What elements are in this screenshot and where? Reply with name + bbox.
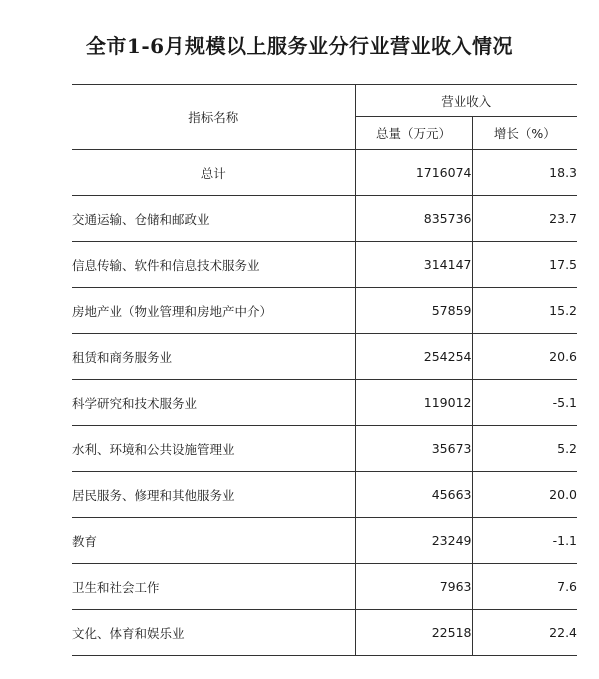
row-growth-value: 18.3 [472,150,577,196]
row-total-value: 835736 [355,196,472,242]
table-row [72,610,577,656]
row-growth-value: 5.2 [472,426,577,472]
row-name: 租赁和商务服务业 [72,334,355,380]
row-total-value: 45663 [355,472,472,518]
row-name: 房地产业（物业管理和房地产中介） [72,288,355,334]
row-name: 文化、体育和娱乐业 [72,610,355,656]
row-name: 信息传输、软件和信息技术服务业 [72,242,355,288]
page-title: 全市1-6月规模以上服务业分行业营业收入情况 [85,34,514,58]
row-total-value: 254254 [355,334,472,380]
row-growth-value: 22.4 [472,610,577,656]
row-growth-value: 15.2 [472,288,577,334]
row-total-value: 7963 [355,564,472,610]
row-total-value: 35673 [355,426,472,472]
row-total-value: 119012 [355,380,472,426]
row-growth-value: 20.6 [472,334,577,380]
table-row [72,334,577,380]
row-growth-value: 7.6 [472,564,577,610]
row-name: 科学研究和技术服务业 [72,380,355,426]
row-name: 卫生和社会工作 [72,564,355,610]
row-name: 居民服务、修理和其他服务业 [72,472,355,518]
table-row [72,242,577,288]
table-row-total [72,150,577,196]
row-total-value: 57859 [355,288,472,334]
table-row [72,288,577,334]
row-growth-value: 20.0 [472,472,577,518]
industry-revenue-table [72,84,577,656]
row-total-value: 314147 [355,242,472,288]
row-total-value: 22518 [355,610,472,656]
header-total: 总量（万元） [355,117,472,150]
table-row [72,518,577,564]
row-growth-value: -5.1 [472,380,577,426]
row-growth-value: 17.5 [472,242,577,288]
row-growth-value: -1.1 [472,518,577,564]
header-growth: 增长（%） [472,117,577,150]
table-row [72,564,577,610]
row-name: 水利、环境和公共设施管理业 [72,426,355,472]
row-total-value: 1716074 [355,150,472,196]
table-row [72,426,577,472]
row-growth-value: 23.7 [472,196,577,242]
table-row [72,472,577,518]
row-name: 教育 [72,518,355,564]
row-name: 交通运输、仓储和邮政业 [72,196,355,242]
header-indicator-name: 指标名称 [72,85,355,150]
table-row [72,380,577,426]
row-total-value: 23249 [355,518,472,564]
table-row [72,196,577,242]
header-operating-revenue: 营业收入 [355,85,577,117]
row-name: 总计 [72,150,355,196]
